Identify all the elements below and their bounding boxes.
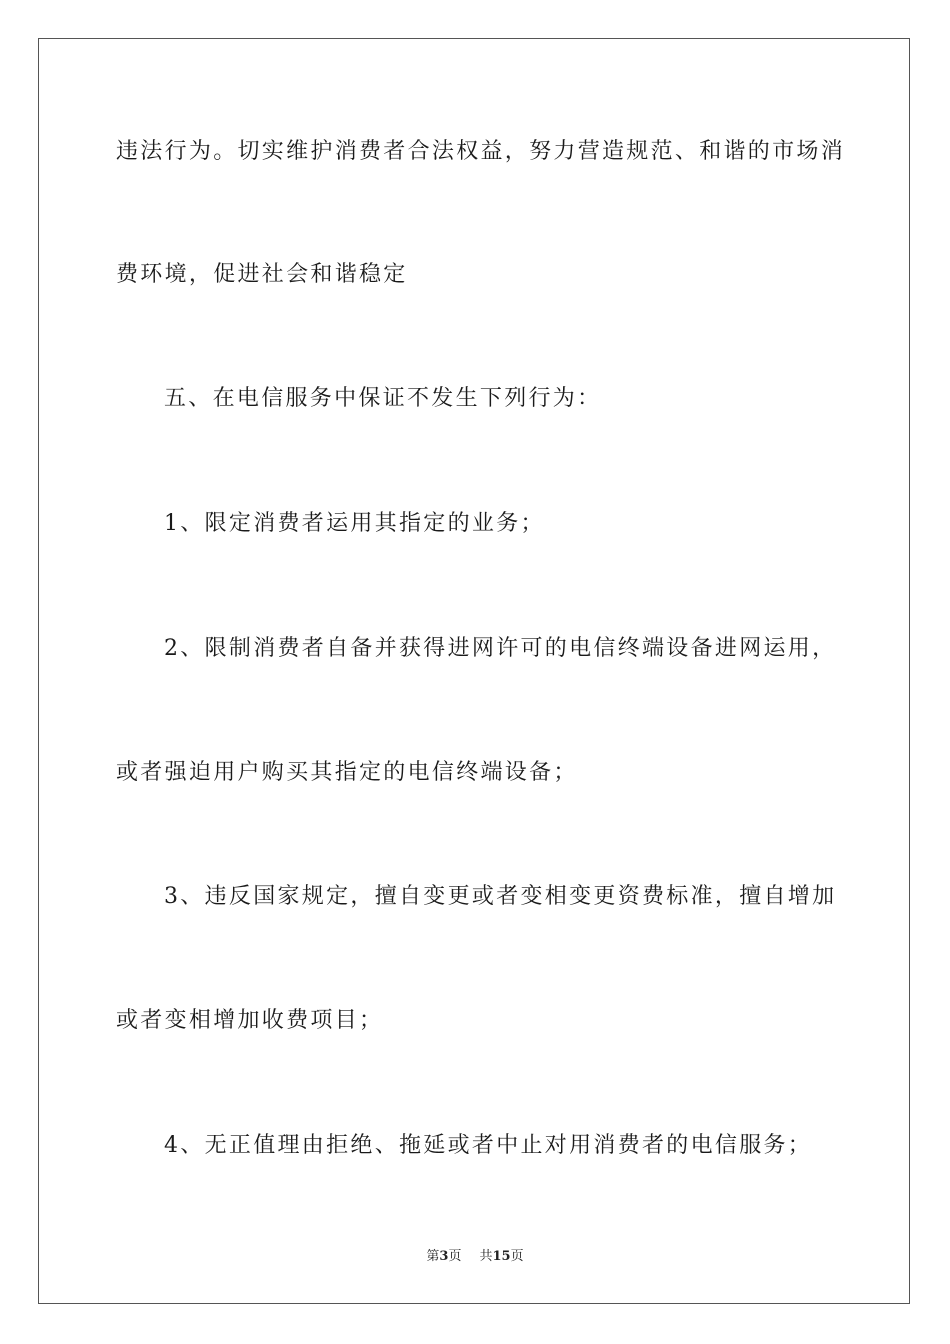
list-item: 3、违反国家规定，擅自变更或者变相变更资费标准，擅自增加 xyxy=(164,884,837,909)
page-border xyxy=(38,38,910,1304)
list-item: 1、限定消费者运用其指定的业务； xyxy=(164,511,545,536)
list-item-continuation: 或者变相增加收费项目； xyxy=(116,1008,384,1033)
page-prefix: 第 xyxy=(426,1249,440,1264)
list-item: 2、限制消费者自备并获得进网许可的电信终端设备进网运用， xyxy=(164,636,837,661)
section-heading: 五、在电信服务中保证不发生下列行为： xyxy=(164,386,602,411)
page-footer xyxy=(0,1248,950,1266)
total-prefix: 共 xyxy=(479,1249,493,1264)
total-pages: 15 xyxy=(492,1249,511,1264)
list-item: 4、无正值理由拒绝、拖延或者中止对用消费者的电信服务； xyxy=(164,1133,813,1158)
paragraph-line: 违法行为。切实维护消费者合法权益，努力营造规范、和谐的市场消 xyxy=(116,139,846,164)
page-suffix: 页 xyxy=(448,1249,462,1264)
page-number: 3 xyxy=(439,1249,449,1264)
paragraph-line: 费环境，促进社会和谐稳定 xyxy=(116,262,408,287)
list-item-continuation: 或者强迫用户购买其指定的电信终端设备； xyxy=(116,760,578,785)
total-suffix: 页 xyxy=(510,1249,524,1264)
